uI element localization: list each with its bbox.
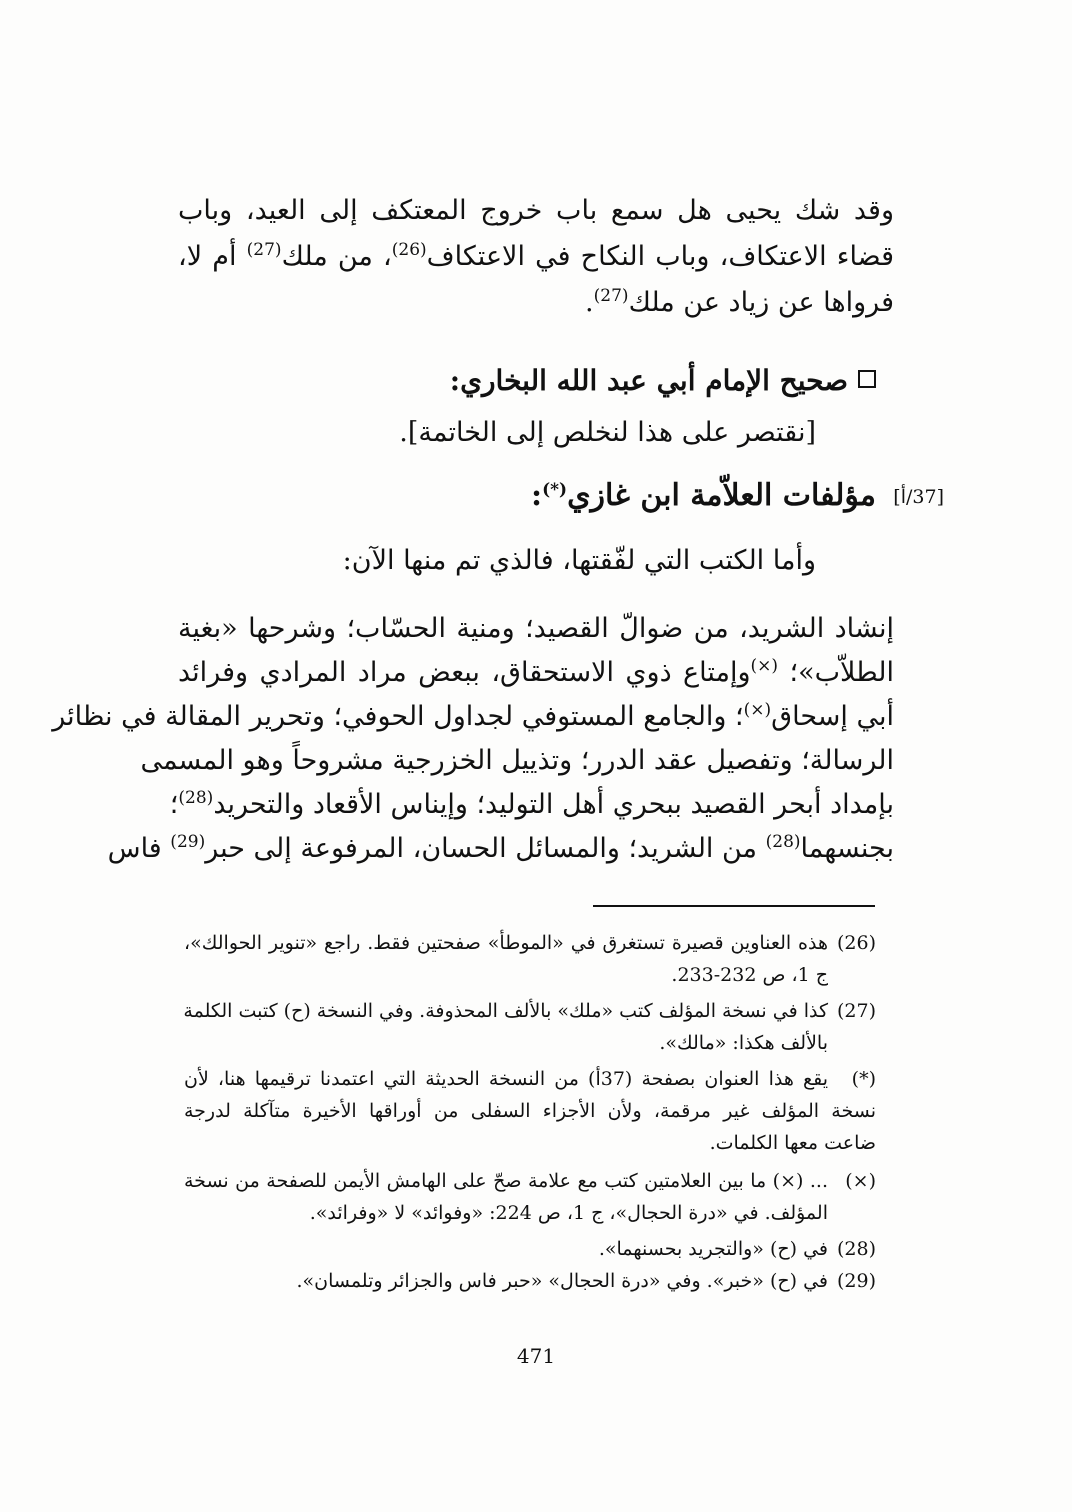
footnote-star-line-2: نسخة المؤلف غير مرقمة، ولأن الأجزاء السفلى من أوراقها الأخيرة متآكلة لدرجة bbox=[184, 1100, 876, 1122]
intro-line-1: وقد شك يحيى هل سمع باب خروج المعتكف إلى العيد، وباب bbox=[178, 195, 894, 226]
footnote-29: في (ح) «خبر». وفي «درة الحجال» «حبر فاس والجزائر وتلمسان». bbox=[296, 1270, 828, 1292]
intro-line-2: قضاء الاعتكاف، وباب النكاح في الاعتكاف$^{(26)}$، من ملك$^{(27)}$ أم لا، bbox=[178, 240, 894, 272]
footnote-separator bbox=[593, 905, 875, 907]
footnote-ref: (26) bbox=[391, 240, 427, 260]
para-line-5: بإمداد أبحر القصيد ببحري أهل التوليد؛ وإيناس الأقعاد والتحريد$^{(28)}$؛ bbox=[169, 788, 894, 820]
square-bullet-icon bbox=[858, 370, 876, 388]
footnote-number: (*) bbox=[851, 1068, 876, 1090]
footnote-ref: (*) bbox=[542, 480, 568, 500]
section-intro: وأما الكتب التي لفّقتها، فالذي تم منها الآن: bbox=[342, 545, 816, 576]
footnote-x-line-1: ... (×) ما بين العلامتين كتب مع علامة صحّ على الهامش الأيمن للصفحة من نسخة bbox=[184, 1170, 828, 1192]
footnote-27-line-2: بالألف هكذا: «مالك». bbox=[659, 1032, 828, 1054]
section-heading-ibn-ghazi: مؤلفات العلاّمة ابن غازي(*): bbox=[531, 478, 876, 513]
section-note: [نقتصر على هذا لنخلص إلى الخاتمة]. bbox=[399, 417, 816, 448]
footnote-ref: (27) bbox=[593, 286, 629, 306]
footnote-26-line-1: هذه العناوين قصيرة تستغرق في «الموطأ» صفحتين فقط. راجع «تنوير الحوالك»، bbox=[184, 932, 828, 954]
footnote-ref: (×) bbox=[750, 656, 779, 676]
footnote-26-line-2: ج 1، ص 232-233. bbox=[671, 964, 828, 986]
para-line-4: الرسالة؛ وتفصيل عقد الدرر؛ وتذييل الخزرجية مشروحاً وهو المسمى bbox=[140, 745, 894, 776]
footnote-x-line-2: المؤلف. في «درة الحجال»، ج 1، ص 224: «وفوائد» لا «وفرائد». bbox=[309, 1202, 828, 1224]
footnote-number: (28) bbox=[836, 1238, 876, 1260]
para-line-2: الطلاّب»؛ (×)وإمتاع ذوي الاستحقاق، ببعض مراد المرادي وفرائد bbox=[178, 656, 894, 688]
footnote-ref: (28) bbox=[178, 788, 214, 808]
footnote-star-line-3: ضاعت معها الكلمات. bbox=[709, 1132, 876, 1154]
footnote-star-line-1: يقع هذا العنوان بصفحة (37أ) من النسخة الحديثة التي اعتمدنا ترقيمها هنا، لأن bbox=[184, 1068, 828, 1090]
footnote-number: (×) bbox=[845, 1170, 876, 1192]
page-number: 471 bbox=[516, 1344, 556, 1368]
footnote-ref: (29) bbox=[170, 832, 206, 852]
page-marker: [37/أ] bbox=[893, 486, 944, 508]
footnote-number: (26) bbox=[836, 932, 876, 954]
para-line-1: إنشاد الشريد، من ضوالّ القصيد؛ ومنية الحسّاب؛ وشرحها «بغية bbox=[178, 613, 894, 644]
footnote-ref: (28) bbox=[765, 832, 801, 852]
intro-line-3: فرواها عن زياد عن ملك$^{(27)}$. bbox=[585, 286, 894, 318]
footnote-number: (29) bbox=[836, 1270, 876, 1292]
para-line-3: أبي إسحاق(×)؛ والجامع المستوفي لجداول الحوفي؛ وتحرير المقالة في نظائر bbox=[52, 700, 894, 732]
footnote-ref: (27) bbox=[246, 240, 282, 260]
section-heading-bukhari: صحيح الإمام أبي عبد الله البخاري: bbox=[450, 364, 876, 397]
footnote-27-line-1: كذا في نسخة المؤلف كتب «ملك» بالألف المحذوفة. وفي النسخة (ح) كتبت الكلمة bbox=[183, 1000, 828, 1022]
footnote-number: (27) bbox=[836, 1000, 876, 1022]
para-line-6: بجنسهما$^{(28)}$ من الشريد؛ والمسائل الحسان، المرفوعة إلى حبر$^{(29)}$ فاس bbox=[107, 832, 894, 864]
footnote-28: في (ح) «والتجريد بحسنهما». bbox=[598, 1238, 828, 1260]
footnote-ref: (×) bbox=[743, 700, 772, 720]
